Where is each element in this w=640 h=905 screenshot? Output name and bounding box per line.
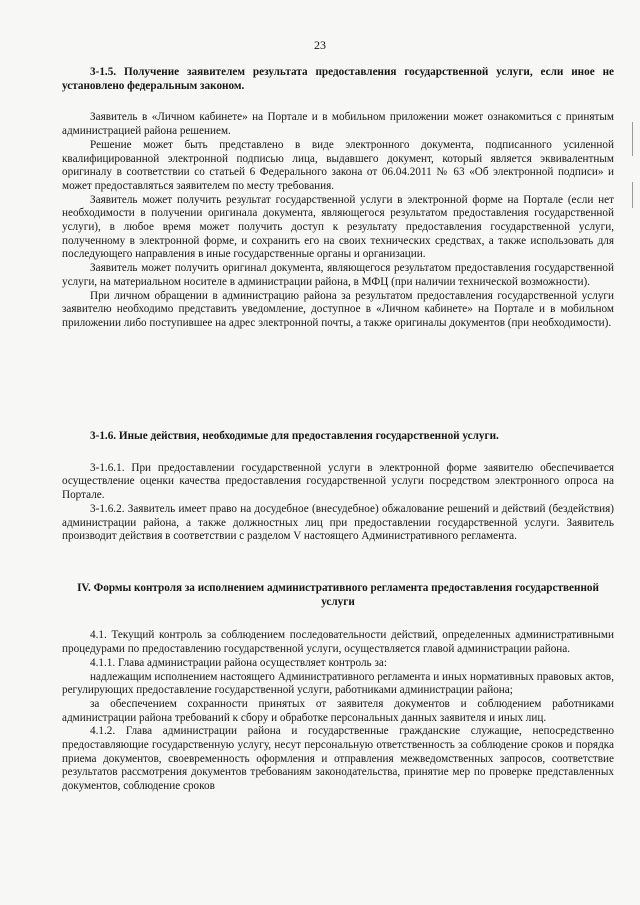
paragraph: 4.1. Текущий контроль за соблюдением последовательности действий, определенных административными процедурами по предоставлению государственной услуги, осуществляется главой администрации района. [62,629,614,656]
section-3-1-5 [62,66,614,331]
paragraph: Заявитель может получить оригинал документа, являющегося результатом предоставления государственной услуги, на материальном носителе в администрации района, в МФЦ (при наличии технической возможности). [62,262,614,288]
section-heading: 3-1.5. Получение заявителем результата предоставления государственной услуги, если иное не установлено федеральным законом. [62,66,614,92]
paragraph: надлежащим исполнением настоящего Административного регламента и иных нормативных правовых актов, регулирующих предоставление государственной услуги, работниками администрации района; [62,670,614,697]
scan-edge-mark [632,182,633,208]
scan-edge-mark [632,122,633,156]
paragraph: 3-1.6.1. При предоставлении государственной услуги в электронной форме заявителю обеспечивается осуществление оценки качества предоставления государственной услуги посредством электронного опроса на Портале. [62,461,614,502]
section-heading: IV. Формы контроля за исполнением административного регламента предоставления государственной услуги [77,582,599,608]
paragraph: Решение может быть представлено в виде электронного документа, подписанного усиленной квалифицированной электронной подписью лица, выдавшего документ, который является эквивалентным оригиналу в соответствии со статьей 6 Федерального закона от 06.04.2011 № 63 «Об электронной подписи» и может предоставляться заявителем по месту требования. [62,138,614,192]
paragraph: Заявитель в «Личном кабинете» на Портале и в мобильном приложении может ознакомиться с принятым администрацией района решением. [62,111,614,138]
paragraph: 3-1.6.2. Заявитель имеет право на досудебное (внесудебное) обжалование решений и действий (бездействия) администрации района, а также должностных лиц при предоставлении государственной услуги. Заявитель производит действия в соответствии с разделом V настоящего Административного регламента. [62,502,614,543]
paragraph: за обеспечением сохранности принятых от заявителя документов и соблюдением работниками администрации района требований к сбору и обработке персональных данных заявителя и иных лиц. [62,697,614,724]
paragraph: 4.1.2. Глава администрации района и государственные гражданские служащие, непосредственно предоставляющие государственную услугу, несут персональную ответственность за соблюдение сроков и порядка приема документов, своевременность оформления и отправления межведомственных запросов, соответствие результатов рассмотрения документов требованиям законодательства, принятие мер по проверке представленных документов, соблюдение сроков [62,725,614,793]
paragraph: 4.1.1. Глава администрации района осуществляет контроль за: [90,656,387,669]
section-3-1-6 [62,430,614,544]
section-iv [62,582,614,794]
paragraph: При личном обращении в администрацию района за результатом предоставления государственной услуги заявителю необходимо представить уведомление, доступное в «Личном кабинете» на Портале и в мобильном приложении либо поступившее на адрес электронной почты, а также оригиналы документов (при необходимости). [62,289,614,329]
section-heading: 3-1.6. Иные действия, необходимые для предоставления государственной услуги. [90,430,499,442]
page-number: 23 [314,38,326,52]
paragraph: Заявитель может получить результат государственной услуги в электронной форме на Портале (если нет необходимости в получении оригинала документа, являющегося результатом предоставления государственной услуги), в любое время может получить доступ к результату предоставления государственной услуги, полученному в электронной форме, и сохранить его на своих технических средствах, а также использовать для последующего направления в иные государственные органы и организации. [62,193,614,261]
